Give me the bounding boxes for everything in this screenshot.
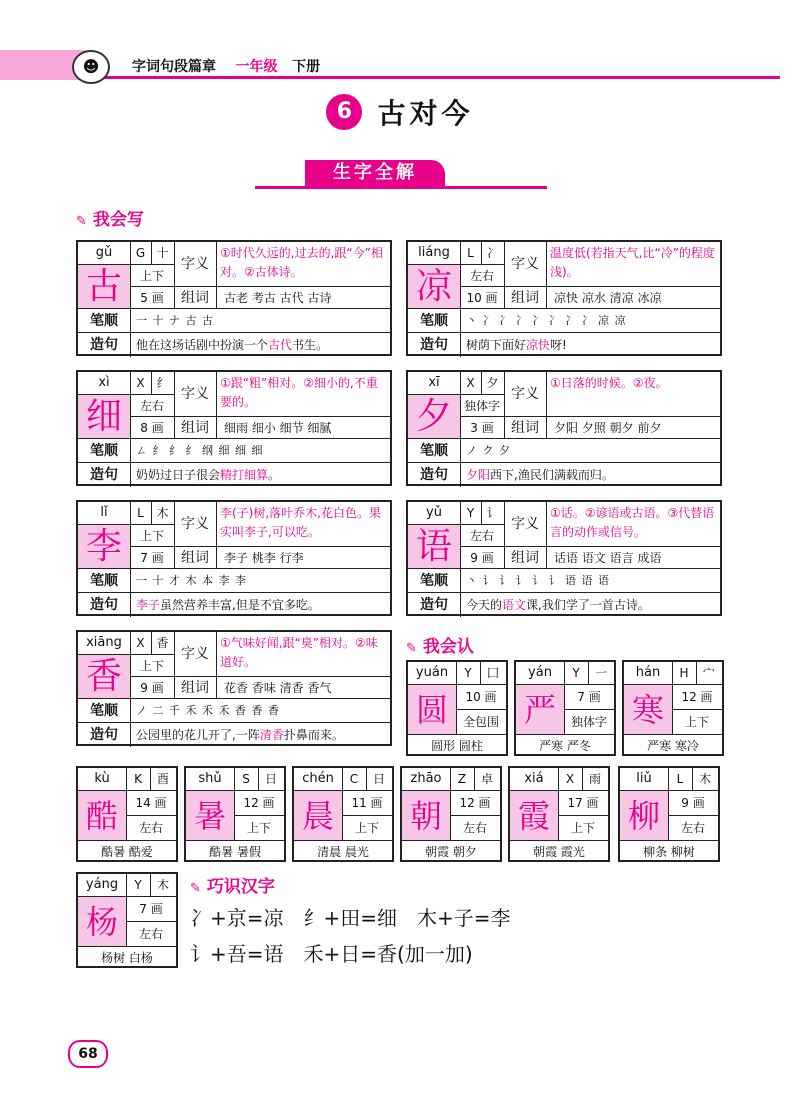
words: 夕阳 夕照 朝夕 前夕 — [546, 416, 722, 438]
words-label: 组词 — [174, 676, 217, 699]
stroke-count: 7 画 — [130, 546, 175, 569]
stroke-order: ㄥ 纟 纟 纟 纲 细 细 细 — [130, 438, 392, 462]
stroke-order-label: 笔顺 — [78, 308, 131, 333]
formulas — [190, 900, 511, 972]
character: 朝 — [409, 797, 442, 835]
stroke-count: 17 画 — [558, 790, 608, 816]
banner-rule — [255, 186, 547, 189]
character: 寒 — [631, 691, 664, 729]
character-box — [408, 264, 461, 309]
stroke-count: 9 画 — [668, 790, 718, 816]
character-box — [78, 264, 131, 309]
page-number: 68 — [68, 1040, 108, 1068]
pen-icon: ✎ — [76, 214, 87, 229]
structure: 上下 — [342, 815, 392, 841]
character-box — [186, 790, 235, 841]
sentence-highlight: 精打细算 — [220, 468, 269, 482]
stroke-count: 7 画 — [126, 896, 176, 922]
sentence-highlight: 夕阳 — [466, 468, 491, 482]
index-letter: L — [460, 242, 482, 264]
stroke-order-label: 笔顺 — [78, 438, 131, 463]
pinyin: yáng — [78, 874, 127, 896]
structure: 左右 — [460, 524, 505, 547]
words-label: 组词 — [504, 286, 547, 309]
stroke-count: 7 画 — [564, 684, 614, 710]
sentence-part: 呀! — [550, 338, 567, 352]
words-label: 组词 — [174, 416, 217, 439]
section-read-label: 我会认 — [422, 637, 474, 657]
write-char-card — [76, 240, 392, 356]
character-box — [78, 790, 127, 841]
read-char-card — [400, 766, 502, 862]
character-box — [294, 790, 343, 841]
radical: 宀 — [702, 666, 715, 680]
sentence-label: 造句 — [408, 592, 461, 617]
radical: 囗 — [486, 666, 499, 680]
meaning-label: 字义 — [504, 372, 547, 416]
character: 柳 — [627, 797, 660, 835]
sentence-highlight: 李子 — [136, 598, 161, 612]
character-box — [620, 790, 669, 841]
stroke-order-label: 笔顺 — [408, 438, 461, 463]
words: 清晨 晨光 — [294, 840, 392, 863]
character-box — [408, 394, 461, 439]
words-label: 组词 — [504, 416, 547, 439]
page-header — [0, 50, 800, 84]
series-name: 字词句段篇章 — [132, 59, 216, 75]
sentence — [460, 592, 722, 616]
index-letter: Y — [564, 662, 589, 684]
read-char-card — [292, 766, 394, 862]
radical: 十 — [151, 242, 175, 264]
write-char-card — [76, 500, 392, 616]
section-tips-label: 巧识汉字 — [206, 877, 275, 897]
pinyin: xiāng — [78, 632, 131, 654]
stroke-order: 一 十 ナ 古 古 — [130, 308, 392, 332]
meaning: 李(子)树,落叶乔木,花白色。果实叫李子,可以吃。 — [220, 506, 381, 539]
lesson-number: 6 — [326, 94, 362, 130]
structure: 上下 — [234, 815, 284, 841]
index-letter: C — [342, 768, 367, 790]
sentence — [130, 722, 392, 746]
index-letter: L — [668, 768, 693, 790]
sentence-part: 树荫下面好 — [466, 338, 527, 352]
sentence — [130, 592, 392, 616]
section-tips-title — [190, 872, 275, 897]
words: 古老 考古 古代 古诗 — [216, 286, 392, 308]
character: 圆 — [415, 691, 448, 729]
stroke-count: 12 画 — [672, 684, 722, 710]
structure: 上下 — [558, 815, 608, 841]
radical: 雨 — [588, 772, 601, 786]
grade: 一年级 — [235, 59, 278, 75]
character-box — [78, 394, 131, 439]
meaning-label: 字义 — [174, 242, 217, 286]
meaning: ①时代久远的,过去的,跟“今”相对。②古体诗。 — [220, 246, 383, 279]
words: 朝霞 朝夕 — [402, 840, 500, 863]
index-letter: G — [130, 242, 152, 264]
structure: 上下 — [130, 264, 175, 287]
character: 古 — [85, 266, 122, 307]
formula-line: 讠+吾=语 禾+日=香(加一加) — [190, 942, 473, 966]
read-char-card — [618, 766, 720, 862]
section-read-title — [406, 632, 474, 657]
structure: 上下 — [130, 524, 175, 547]
radical: 日 — [264, 772, 277, 786]
words: 严寒 严冬 — [516, 734, 614, 757]
meaning: ①话。②谚语或古语。③代替语言的动作或信号。 — [550, 506, 715, 539]
index-letter: L — [130, 502, 152, 524]
read-char-card — [76, 766, 178, 862]
pinyin: chén — [294, 768, 343, 790]
banner-label: 生字全解 — [305, 160, 445, 186]
words: 酷暑 酷爱 — [78, 840, 176, 863]
words: 细雨 细小 细节 细腻 — [216, 416, 392, 438]
pinyin: yuán — [408, 662, 457, 684]
stroke-count: 10 画 — [460, 286, 505, 309]
character-box — [402, 790, 451, 841]
structure: 左右 — [450, 815, 500, 841]
sentence-label: 造句 — [78, 722, 131, 747]
character: 暑 — [193, 797, 226, 835]
radical: 夕 — [481, 372, 505, 394]
volume: 下册 — [292, 59, 321, 75]
structure: 独体字 — [460, 394, 505, 417]
character-box — [78, 524, 131, 569]
structure: 左右 — [126, 815, 176, 841]
index-letter: Y — [456, 662, 481, 684]
stroke-count: 3 画 — [460, 416, 505, 439]
read-char-card — [76, 872, 178, 968]
stroke-count: 14 画 — [126, 790, 176, 816]
stroke-order-label: 笔顺 — [78, 698, 131, 723]
header-text — [132, 56, 320, 76]
words: 杨树 白杨 — [78, 946, 176, 969]
radical: 木 — [698, 772, 711, 786]
stroke-count: 12 画 — [234, 790, 284, 816]
section-write-title — [76, 205, 144, 230]
sentence-label: 造句 — [78, 592, 131, 617]
sentence — [130, 332, 392, 356]
words-label: 组词 — [174, 286, 217, 309]
sentence-part: 西下,渔民们满载而归。 — [490, 468, 614, 482]
sentence-part: 。 — [268, 468, 281, 482]
stroke-order: 丶 冫 冫 冫 冫 冫 冫 冫 凉 凉 — [460, 308, 722, 332]
pinyin: zhāo — [402, 768, 451, 790]
character: 李 — [85, 526, 122, 567]
structure: 全包围 — [456, 709, 506, 735]
stroke-count: 12 画 — [450, 790, 500, 816]
radical: 纟 — [151, 372, 175, 394]
stroke-order: 一 十 才 木 本 李 李 — [130, 568, 392, 592]
structure: 左右 — [668, 815, 718, 841]
character: 凉 — [415, 266, 452, 307]
stroke-order-label: 笔顺 — [78, 568, 131, 593]
radical: 香 — [151, 632, 175, 654]
pinyin: shǔ — [186, 768, 235, 790]
pen-icon: ✎ — [190, 881, 201, 896]
radical: 讠 — [481, 502, 505, 524]
meaning-label: 字义 — [504, 502, 547, 546]
structure: 上下 — [130, 654, 175, 677]
words: 朝霞 霞光 — [510, 840, 608, 863]
words: 圆形 圆柱 — [408, 734, 506, 757]
character: 细 — [85, 396, 122, 437]
sentence-highlight: 语文 — [502, 598, 527, 612]
index-letter: X — [130, 632, 152, 654]
radical: 木 — [151, 502, 175, 524]
header-rule — [80, 76, 780, 79]
sentence-label: 造句 — [78, 462, 131, 487]
pinyin: liáng — [408, 242, 461, 264]
lesson-title: 古对今 — [377, 97, 474, 130]
character: 霞 — [517, 797, 550, 835]
index-letter: H — [672, 662, 697, 684]
index-letter: X — [558, 768, 583, 790]
write-char-card — [76, 630, 392, 746]
pinyin: liǔ — [620, 768, 669, 790]
section-write-label: 我会写 — [92, 210, 144, 230]
sentence — [130, 462, 392, 486]
pinyin: yán — [516, 662, 565, 684]
mascot-icon: ☻ — [72, 50, 110, 84]
stroke-order-label: 笔顺 — [408, 308, 461, 333]
radical: 酉 — [156, 772, 169, 786]
meaning: ①日落的时候。②夜。 — [550, 376, 668, 390]
stroke-count: 10 画 — [456, 684, 506, 710]
structure: 左右 — [130, 394, 175, 417]
words: 话语 语文 语言 成语 — [546, 546, 722, 568]
index-letter: K — [126, 768, 151, 790]
words: 酷暑 暑假 — [186, 840, 284, 863]
write-char-card — [406, 240, 722, 356]
read-char-card — [184, 766, 286, 862]
stroke-count: 9 画 — [460, 546, 505, 569]
meaning-label: 字义 — [174, 502, 217, 546]
formula-line: 冫+京=凉 纟+田=细 木+子=李 — [190, 906, 511, 930]
stroke-order: 丶 讠 讠 讠 讠 讠 语 语 语 — [460, 568, 722, 592]
write-char-card — [406, 500, 722, 616]
read-char-card — [406, 660, 508, 756]
character-box — [624, 684, 673, 735]
read-char-card — [514, 660, 616, 756]
meaning-label: 字义 — [504, 242, 547, 286]
words-label: 组词 — [504, 546, 547, 569]
index-letter: S — [234, 768, 259, 790]
index-letter: Y — [460, 502, 482, 524]
pinyin: kù — [78, 768, 127, 790]
pinyin: lǐ — [78, 502, 131, 524]
character: 杨 — [85, 903, 118, 941]
stroke-count: 8 画 — [130, 416, 175, 439]
index-letter: X — [130, 372, 152, 394]
index-letter: X — [460, 372, 482, 394]
sentence-part: 公园里的花儿开了,一阵 — [136, 728, 260, 742]
stroke-count: 9 画 — [130, 676, 175, 699]
sentence-part: 课,我们学了一首古诗。 — [526, 598, 650, 612]
character-box — [78, 654, 131, 699]
character: 严 — [523, 691, 556, 729]
words-label: 组词 — [174, 546, 217, 569]
words: 严寒 寒冷 — [624, 734, 722, 757]
words: 李子 桃李 行李 — [216, 546, 392, 568]
pencil-icon: ✎ — [315, 158, 331, 179]
character-box — [516, 684, 565, 735]
section-banner — [255, 158, 547, 192]
write-char-card — [76, 370, 392, 486]
meaning: ①气味好闻,跟“臭”相对。②味道好。 — [220, 636, 378, 669]
pinyin: xī — [408, 372, 461, 394]
meaning-label: 字义 — [174, 372, 217, 416]
meaning: ①跟“粗”相对。②细小的,不重要的。 — [220, 376, 378, 409]
sentence-part: 书生。 — [292, 338, 329, 352]
pen-icon: ✎ — [406, 641, 417, 656]
character-box — [408, 524, 461, 569]
stroke-order-label: 笔顺 — [408, 568, 461, 593]
radical: 日 — [372, 772, 385, 786]
write-char-card — [406, 370, 722, 486]
sentence-part: 虽然营养丰富,但是不宜多吃。 — [160, 598, 320, 612]
sentence-label: 造句 — [408, 462, 461, 487]
radical: 木 — [156, 878, 169, 892]
character-box — [408, 684, 457, 735]
stroke-order: ノ ク 夕 — [460, 438, 722, 462]
meaning-label: 字义 — [174, 632, 217, 676]
pinyin: xiá — [510, 768, 559, 790]
meaning: 温度低(若指天气,比“冷”的程度浅)。 — [550, 246, 715, 279]
stroke-order: ノ 二 千 禾 禾 禾 香 香 香 — [130, 698, 392, 722]
sentence-label: 造句 — [408, 332, 461, 357]
read-char-card — [622, 660, 724, 756]
character: 夕 — [415, 396, 452, 437]
sentence-label: 造句 — [78, 332, 131, 357]
sentence-part: 奶奶过日子很会 — [136, 468, 221, 482]
sentence — [460, 332, 722, 356]
character-box — [78, 896, 127, 947]
pinyin: gǔ — [78, 242, 131, 264]
structure: 上下 — [672, 709, 722, 735]
lesson-heading — [0, 92, 800, 132]
sentence-part: 扑鼻而来。 — [283, 728, 344, 742]
sentence-highlight: 清香 — [259, 728, 284, 742]
character: 语 — [415, 526, 452, 567]
sentence-part: 他在这场话剧中扮演一个 — [136, 338, 269, 352]
pinyin: xì — [78, 372, 131, 394]
words: 凉快 凉水 清凉 冰凉 — [546, 286, 722, 308]
read-char-card — [508, 766, 610, 862]
index-letter: Z — [450, 768, 475, 790]
index-letter: Y — [126, 874, 151, 896]
character: 晨 — [301, 797, 334, 835]
pinyin: yǔ — [408, 502, 461, 524]
sentence — [460, 462, 722, 486]
character-box — [510, 790, 559, 841]
character: 酷 — [85, 797, 118, 835]
structure: 左右 — [126, 921, 176, 947]
structure: 左右 — [460, 264, 505, 287]
words: 柳条 柳树 — [620, 840, 718, 863]
structure: 独体字 — [564, 709, 614, 735]
radical: 一 — [594, 666, 607, 680]
sentence-highlight: 古代 — [268, 338, 293, 352]
pinyin: hán — [624, 662, 673, 684]
character: 香 — [85, 656, 122, 697]
radical: 卓 — [480, 772, 493, 786]
words: 花香 香味 清香 香气 — [216, 676, 392, 698]
sentence-part: 今天的 — [466, 598, 503, 612]
stroke-count: 11 画 — [342, 790, 392, 816]
stroke-count: 5 画 — [130, 286, 175, 309]
sentence-highlight: 凉快 — [526, 338, 551, 352]
radical: 冫 — [481, 242, 505, 264]
